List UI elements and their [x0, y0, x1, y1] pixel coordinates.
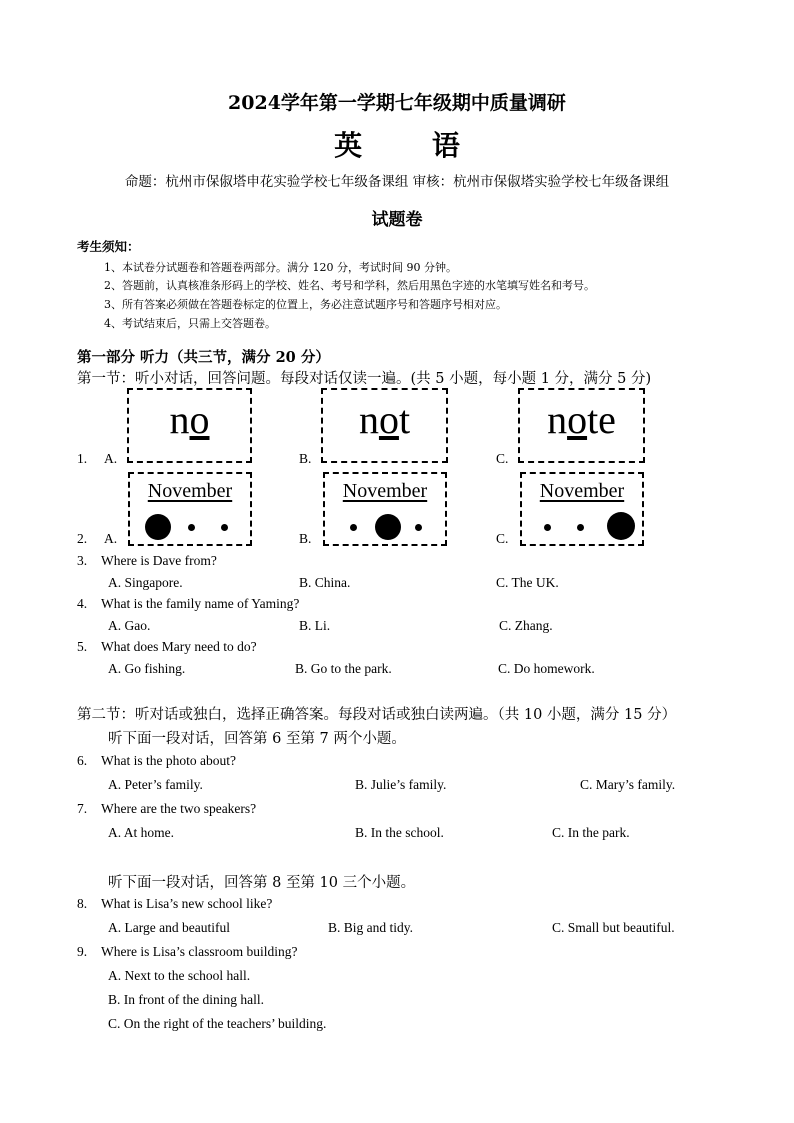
- option-c: C. Do homework.: [498, 661, 595, 676]
- stress-card: [520, 472, 644, 546]
- option-a: A. Go fishing.: [108, 661, 186, 676]
- notice-item: 4、考试结束后，只需上交答题卷。: [104, 317, 276, 330]
- notice-heading: 考生须知：: [77, 239, 140, 254]
- stress-dot-small: [577, 524, 584, 531]
- option-label: A.: [104, 531, 118, 546]
- option-a: A. Gao.: [108, 618, 151, 633]
- stress-card: [323, 472, 447, 546]
- option-b: B. Julie’s family.: [355, 777, 447, 792]
- option-label: B.: [299, 451, 312, 466]
- question-number: 8.: [77, 896, 88, 911]
- stress-dot-big: [145, 514, 171, 540]
- question-text: Where is Lisa’s classroom building?: [101, 944, 298, 959]
- part1-heading: 第一部分 听力（共三节，满分 20 分）: [77, 349, 330, 366]
- option-c: C. Small but beautiful.: [552, 920, 675, 935]
- underlined-letter: o: [189, 397, 210, 442]
- question-text: Where are the two speakers?: [101, 801, 257, 816]
- subject-title: 英 语: [334, 129, 490, 162]
- stress-dot-small: [544, 524, 551, 531]
- word-part: te: [587, 397, 616, 442]
- section1-heading: 第一节：听小对话，回答问题。每段对话仅读一遍。(共 5 小题，每小题 1 分，满分 5 分): [77, 371, 652, 387]
- exam-title: 2024学年第一学期七年级期中质量调研: [228, 92, 566, 114]
- stress-dot-small: [350, 524, 357, 531]
- stress-word: November: [147, 480, 233, 502]
- paper-name: 试题卷: [371, 210, 423, 230]
- listening-intro: 听下面一段对话，回答第 8 至第 10 三个小题。: [108, 875, 416, 891]
- option-a: A. Next to the school hall.: [108, 968, 251, 983]
- option-a: A. Peter’s family.: [108, 777, 203, 792]
- listening-intro: 听下面一段对话，回答第 6 至第 7 两个小题。: [108, 731, 406, 747]
- word-card-no: [127, 388, 252, 463]
- word-part: t: [398, 397, 411, 442]
- stress-word: November: [342, 480, 428, 502]
- option-label: B.: [299, 531, 312, 546]
- underlined-letter: o: [378, 397, 399, 442]
- option-c: C. Zhang.: [499, 618, 553, 633]
- question-number: 3.: [77, 553, 88, 568]
- stress-dot-small: [415, 524, 422, 531]
- notice-item: 3、所有答案必须做在答题卷标定的位置上，务必注意试题序号和答题序号相对应。: [104, 298, 507, 311]
- stress-dot-small: [188, 524, 195, 531]
- option-c: C. On the right of the teachers’ building.: [108, 1016, 327, 1031]
- question-text: What is Lisa’s new school like?: [101, 896, 273, 911]
- stress-dot-small: [221, 524, 228, 531]
- question-text: What is the family name of Yaming?: [101, 596, 300, 611]
- question-number: 4.: [77, 596, 88, 611]
- stress-word: November: [539, 480, 625, 502]
- question-text: Where is Dave from?: [101, 553, 217, 568]
- question-number: 7.: [77, 801, 88, 816]
- option-c: C. The UK.: [496, 575, 559, 590]
- notice-item: 1、本试卷分试题卷和答题卷两部分。满分 120 分，考试时间 90 分钟。: [104, 261, 457, 274]
- option-b: B. In front of the dining hall.: [108, 992, 264, 1007]
- word-part: n: [169, 397, 190, 442]
- option-c: C. In the park.: [552, 825, 630, 840]
- word-part: n: [358, 397, 379, 442]
- option-b: B. Big and tidy.: [328, 920, 414, 935]
- question-number: 9.: [77, 944, 88, 959]
- option-a: A. Singapore.: [108, 575, 183, 590]
- section2-heading: 第二节：听对话或独白，选择正确答案。每段对话或独白读两遍。（共 10 小题，满分 15 分）: [77, 707, 677, 723]
- question-number: 1.: [77, 451, 88, 466]
- question-text: What does Mary need to do?: [101, 639, 257, 654]
- stress-card: [128, 472, 252, 546]
- stress-dot-big: [375, 514, 401, 540]
- option-a: A. At home.: [108, 825, 174, 840]
- word-card-not: [321, 388, 448, 463]
- option-label: A.: [104, 451, 118, 466]
- question-number: 5.: [77, 639, 88, 654]
- option-b: B. In the school.: [355, 825, 444, 840]
- option-label: C.: [496, 451, 509, 466]
- option-b: B. Go to the park.: [295, 661, 392, 676]
- option-a: A. Large and beautiful: [108, 920, 230, 935]
- notice-item: 2、答题前，认真核准条形码上的学校、姓名、考号和学科，然后用黑色字迹的水笔填写姓名和考号。: [104, 279, 595, 292]
- credits-line: 命题：杭州市保俶塔申花实验学校七年级备课组 审核：杭州市保俶塔实验学校七年级备课组: [124, 174, 670, 190]
- question-text: What is the photo about?: [101, 753, 236, 768]
- question-number: 6.: [77, 753, 88, 768]
- question-number: 2.: [77, 531, 88, 546]
- option-b: B. China.: [299, 575, 351, 590]
- word-part: n: [547, 397, 568, 442]
- underlined-letter: o: [567, 397, 588, 442]
- option-c: C. Mary’s family.: [580, 777, 676, 792]
- stress-dot-big: [607, 512, 635, 540]
- option-b: B. Li.: [299, 618, 331, 633]
- option-label: C.: [496, 531, 509, 546]
- word-card-note: [518, 388, 645, 463]
